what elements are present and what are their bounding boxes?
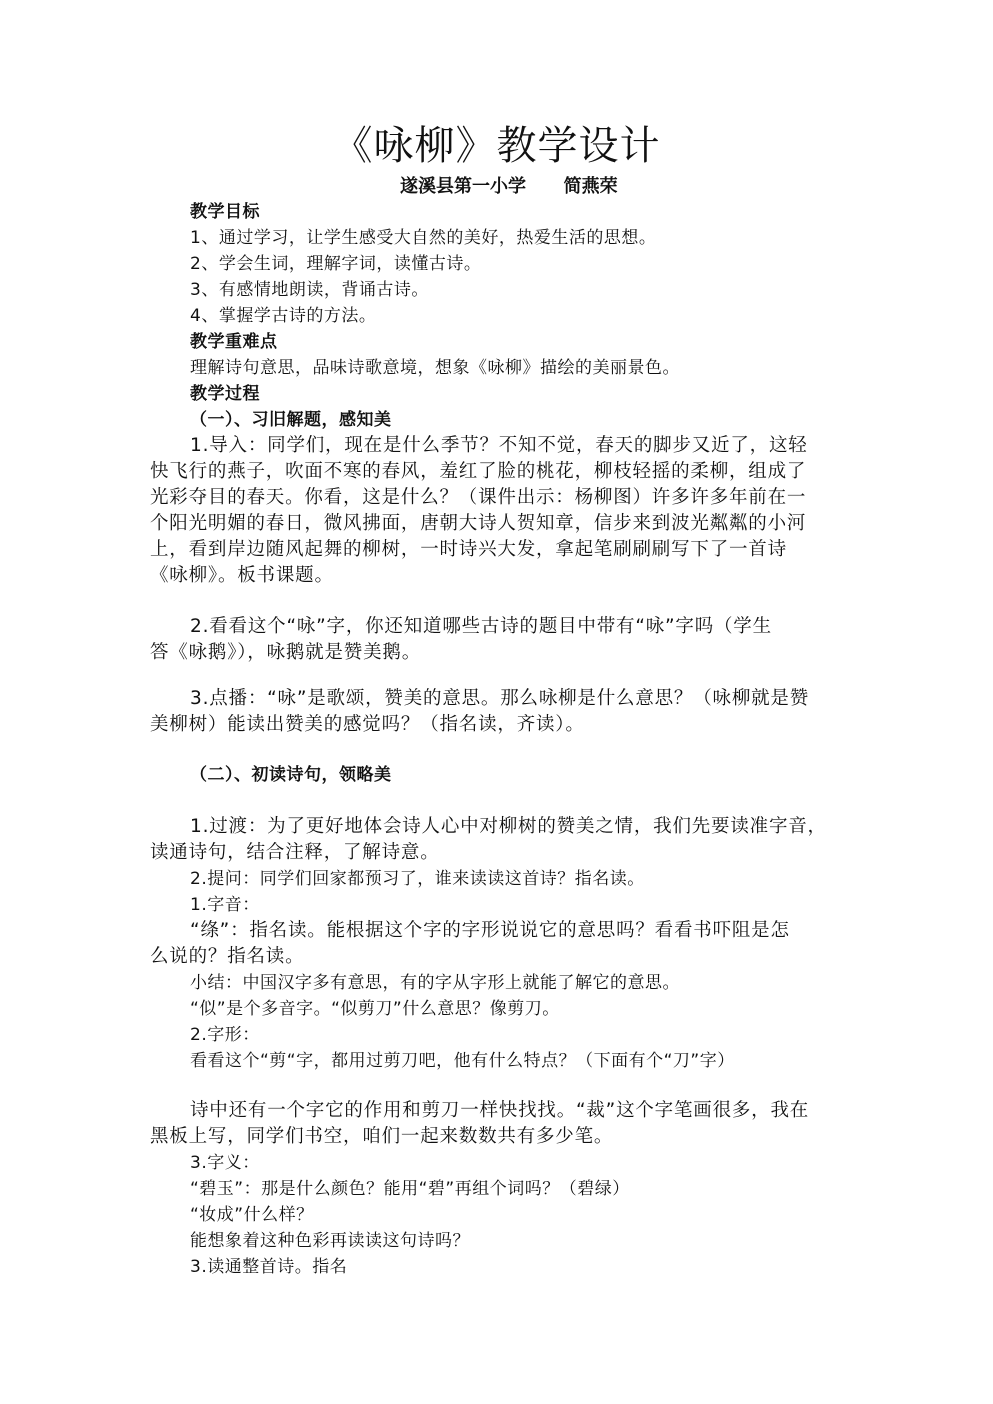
section2-p2-line: 黑板上写，同学们书空，咱们一起来数数共有多少笔。 <box>150 1126 614 1147</box>
author-line: 遂溪县第一小学 简燕荣 <box>400 176 618 197</box>
objective-item: 1、通过学习，让学生感受大自然的美好，热爱生活的思想。 <box>190 228 657 248</box>
section1-heading: （一）、习旧解题，感知美 <box>190 410 392 430</box>
section1-p1-line: 光彩夺目的春天。你看，这是什么？（课件出示：杨柳图）许多许多年前在一 <box>150 487 807 508</box>
objective-item: 3、有感情地朗读，背诵古诗。 <box>190 280 429 300</box>
section1-p2-line: 2.看看这个“咏”字，你还知道哪些古诗的题目中带有“咏”字吗（学生 <box>190 616 772 637</box>
document-title: 《咏柳》教学设计 <box>332 123 661 169</box>
section2-line: 么说的？指名读。 <box>150 946 305 967</box>
process-heading: 教学过程 <box>190 384 260 404</box>
section2-line: 看看这个“剪“字，都用过剪刀吧，他有什么特点？（下面有个“刀”字） <box>190 1051 735 1071</box>
section2-line: 2.提问：同学们回家都预习了，谁来读读这首诗？指名读。 <box>190 869 645 889</box>
section2-line2: “碧玉”：那是什么颜色？能用“碧”再组个词吗？（碧绿） <box>190 1179 630 1199</box>
section1-p3-line: 美柳树）能读出赞美的感觉吗？（指名读，齐读）。 <box>150 714 585 735</box>
section1-p1-line: 上，看到岸边随风起舞的柳树，一时诗兴大发，拿起笔刷刷刷写下了一首诗 <box>150 539 787 560</box>
section2-line2: “妆成”什么样？ <box>190 1205 314 1225</box>
section2-line2: 3.读通整首诗。指名 <box>190 1257 348 1277</box>
objective-item: 4、掌握学古诗的方法。 <box>190 306 377 326</box>
section2-line2: 3.字义： <box>190 1153 260 1173</box>
section1-p1-line: 快飞行的燕子，吹面不寒的春风，羞红了脸的桃花，柳枝轻摇的柔柳，组成了 <box>150 461 807 482</box>
key-points-text: 理解诗句意思，品味诗歌意境，想象《咏柳》描绘的美丽景色。 <box>190 358 680 378</box>
section1-p2-line: 答《咏鹅》），咏鹅就是赞美鹅。 <box>150 642 422 663</box>
section1-p1-line: 个阳光明媚的春日，微风拂面，唐朝大诗人贺知章，信步来到波光粼粼的小河 <box>150 513 807 534</box>
section2-heading: （二）、初读诗句，领略美 <box>190 765 392 785</box>
objectives-heading: 教学目标 <box>190 202 260 222</box>
section2-p2-line: 诗中还有一个字它的作用和剪刀一样快找找。“裁”这个字笔画很多，我在 <box>190 1100 810 1121</box>
section2-line: 1.字音： <box>190 895 260 915</box>
section1-p1-line: 1.导入：同学们，现在是什么季节？不知不觉，春天的脚步又近了，这轻 <box>190 435 808 456</box>
section2-line2: 能想象着这种色彩再读读这句诗吗？ <box>190 1231 470 1251</box>
section2-p1-line: 读通诗句，结合注释，了解诗意。 <box>150 842 440 863</box>
section1-p3-line: 3.点播：“咏”是歌颂，赞美的意思。那么咏柳是什么意思？（咏柳就是赞 <box>190 688 810 709</box>
section2-line: 2.字形： <box>190 1025 260 1045</box>
section2-line: 小结：中国汉字多有意思，有的字从字形上就能了解它的意思。 <box>190 973 680 993</box>
objective-item: 2、学会生词，理解字词，读懂古诗。 <box>190 254 482 274</box>
section1-p1-line: 《咏柳》。板书课题。 <box>150 565 334 586</box>
key-points-heading: 教学重难点 <box>190 332 278 352</box>
section2-p1-line: 1.过渡：为了更好地体会诗人心中对柳树的赞美之情，我们先要读准字音， <box>190 816 827 837</box>
section2-line: “绦”：指名读。能根据这个字的字形说说它的意思吗？看看书吓阻是怎 <box>190 920 790 941</box>
section2-line: “似”是个多音字。“似剪刀”什么意思？像剪刀。 <box>190 999 560 1019</box>
